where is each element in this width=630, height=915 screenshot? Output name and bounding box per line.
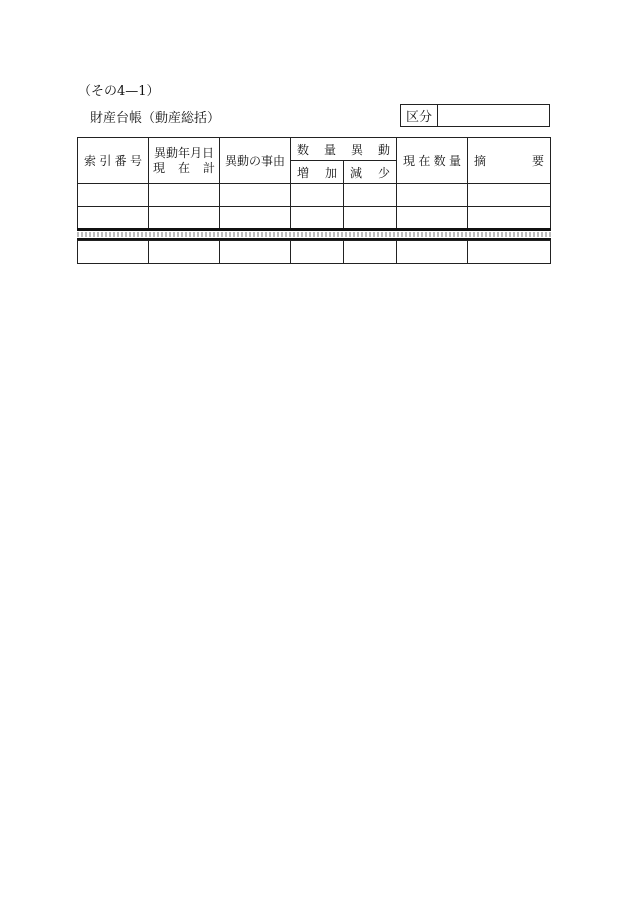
table-cell[interactable]	[344, 184, 397, 207]
break-gap	[77, 232, 551, 237]
table-cell[interactable]	[468, 184, 551, 207]
table-row	[78, 184, 551, 207]
table-cell[interactable]	[468, 207, 551, 230]
break-line-top	[77, 228, 551, 231]
table-row	[78, 207, 551, 230]
form-title: 財産台帳（動産総括）	[90, 111, 221, 126]
header-change-date	[149, 138, 220, 184]
table-cell[interactable]	[344, 241, 397, 264]
table-cell[interactable]	[291, 184, 344, 207]
table-cell[interactable]	[220, 207, 291, 230]
header-qty-change: 数 量 異 動	[291, 138, 397, 161]
table-cell[interactable]	[149, 241, 220, 264]
table-row	[78, 241, 551, 264]
table-cell[interactable]	[220, 241, 291, 264]
table-cell[interactable]	[291, 241, 344, 264]
table-cell[interactable]	[78, 241, 149, 264]
header-remarks: 摘 要	[468, 138, 551, 184]
kubun-value-field[interactable]	[438, 105, 549, 126]
kubun-box	[400, 104, 550, 127]
table-cell[interactable]	[397, 207, 468, 230]
table-cell[interactable]	[397, 241, 468, 264]
table-cell[interactable]	[149, 184, 220, 207]
header-reason: 異動の事由	[220, 138, 291, 184]
table-cell[interactable]	[78, 184, 149, 207]
header-change-date-bottom: 現 在 計	[153, 160, 215, 175]
header-current-qty: 現 在 数 量	[397, 138, 468, 184]
table-cell[interactable]	[468, 241, 551, 264]
ledger-table-continued	[77, 240, 551, 264]
table-cell[interactable]	[149, 207, 220, 230]
ledger-table	[77, 137, 551, 230]
header-index-no: 索 引 番 号	[78, 138, 149, 184]
page-number: （その4—1）	[78, 84, 160, 99]
table-cell[interactable]	[344, 207, 397, 230]
header-decrease: 減 少	[344, 161, 397, 184]
kubun-label: 区分	[401, 105, 438, 126]
table-cell[interactable]	[78, 207, 149, 230]
table-cell[interactable]	[220, 184, 291, 207]
table-cell[interactable]	[397, 184, 468, 207]
header-increase: 増 加	[291, 161, 344, 184]
table-cell[interactable]	[291, 207, 344, 230]
header-change-date-top: 異動年月日	[153, 145, 214, 160]
